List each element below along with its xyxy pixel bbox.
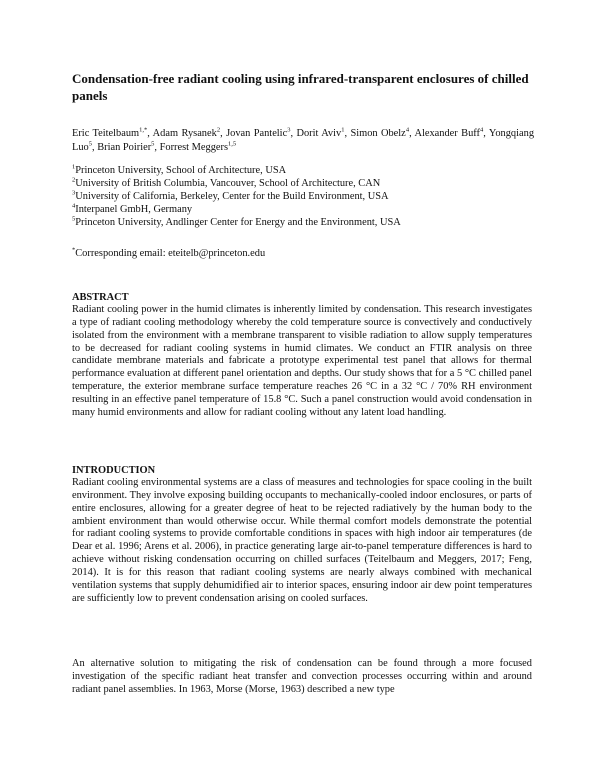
author: Brian Poirier$^5$ [97, 140, 155, 153]
affiliation-list [72, 164, 542, 229]
paper-title: Condensation-free radiant cooling using infrared-transparent enclosures of chilled panels [72, 71, 529, 103]
author: Jovan Pantelic$^3$ [226, 126, 291, 139]
author: Dorit Aviv$^1$ [296, 126, 345, 139]
abstract-section [72, 291, 532, 420]
body-paragraph: An alternative solution to mitigating the risk of condensation can be found through a more focused investigation of the specific radiant heat transfer and convection processes occurring within and around radiant panel assemblies. In 1963, Morse (Morse, 1963) described a new type [72, 658, 532, 695]
abstract-heading: ABSTRACT [72, 292, 129, 303]
abstract-text: Radiant cooling power in the humid climates is inherently limited by condensation. This research investigates a type of radiant cooling methodology whereby the cold temperature source is convectively and conductively isolated from the environment with a membrane transparent to visible radiation to allow supply temperatures to be decreased for radiant cooling systems in humid climates. We conduct an FTIR analysis on three candidate membrane materials and fabricate a prototype experimental test panel that allows for thermal performance evaluation at different panel orientation and depths. Our study shows that for a 5 °C chilled panel temperature, the exterior membrane surface temperature reaches 26 °C in a 32 °C / 70% RH environment resulting in an effective panel temperature of 15.8 °C. Such a panel construction would avoid condensation in many humid environments and allow for radiant cooling without any latent load handling. [72, 304, 532, 418]
author: Adam Rysanek$^2$ [152, 126, 221, 139]
introduction-heading: INTRODUCTION [72, 465, 156, 476]
author: Simon Obelz$^4$ [350, 126, 410, 139]
affiliation: $^4$Interpanel GmbH, Germany [72, 202, 193, 215]
author: Forrest Meggers$^{1,5}$ [159, 140, 237, 153]
author: Eric Teitelbaum$^{1,*}$ [72, 126, 148, 139]
introduction-section-continued [72, 658, 532, 697]
affiliation: $^2$University of British Columbia, Vancouver, School of Architecture, CAN [72, 176, 381, 189]
corresponding-author: *Corresponding email: eteitelb@princeton.edu [72, 246, 266, 259]
author-list: Eric Teitelbaum$^{1,*}$, Adam Rysanek$^2$, Jovan Pantelic$^3$, Dorit Aviv$^1$, Simon Obelz$^4$, Alexander Buff$^4$, Yongqiang Luo$^5$, Brian Poirier$^5$, Forrest Meggers$^{1,5}$ [72, 126, 535, 153]
affiliation: $^5$Princeton University, Andlinger Center for Energy and the Environment, USA [72, 215, 401, 228]
author: Alexander Buff$^4$ [414, 126, 484, 139]
author: Yongqiang Luo$^5$ [72, 128, 535, 153]
introduction-section [72, 464, 532, 605]
body-paragraph: Radiant cooling environmental systems are a class of measures and technologies for space cooling in the built environment. They involve exposing building occupants to mechanically-cooled indoor enclosures, or parts of entire enclosures, allowing for a greater degree of heat to be rejected radiatively by the human body to the ambient environment than would otherwise occur. While thermal comfort models demonstrate the potential for radiant cooling systems to provide comfortable conditions in spaces with high indoor air temperatures (de Dear et al. 1996; Arens et al. 2006), in practice generating large air-to-panel temperature differences is hard to achieve without risking condensation occurring on chilled surfaces (Teitelbaum and Meggers, 2017; Feng, 2014). It is for this reason that radiant cooling systems are nearly always combined with mechanical ventilation systems that supply dehumidified air to interior spaces, ensuring indoor air dew point temperatures are sufficiently low to prevent condensation arising on cooled surfaces. [72, 477, 532, 604]
affiliation: $^1$Princeton University, School of Architecture, USA [72, 163, 287, 176]
affiliation: $^3$University of California, Berkeley, Center for the Build Environment, USA [72, 189, 389, 202]
